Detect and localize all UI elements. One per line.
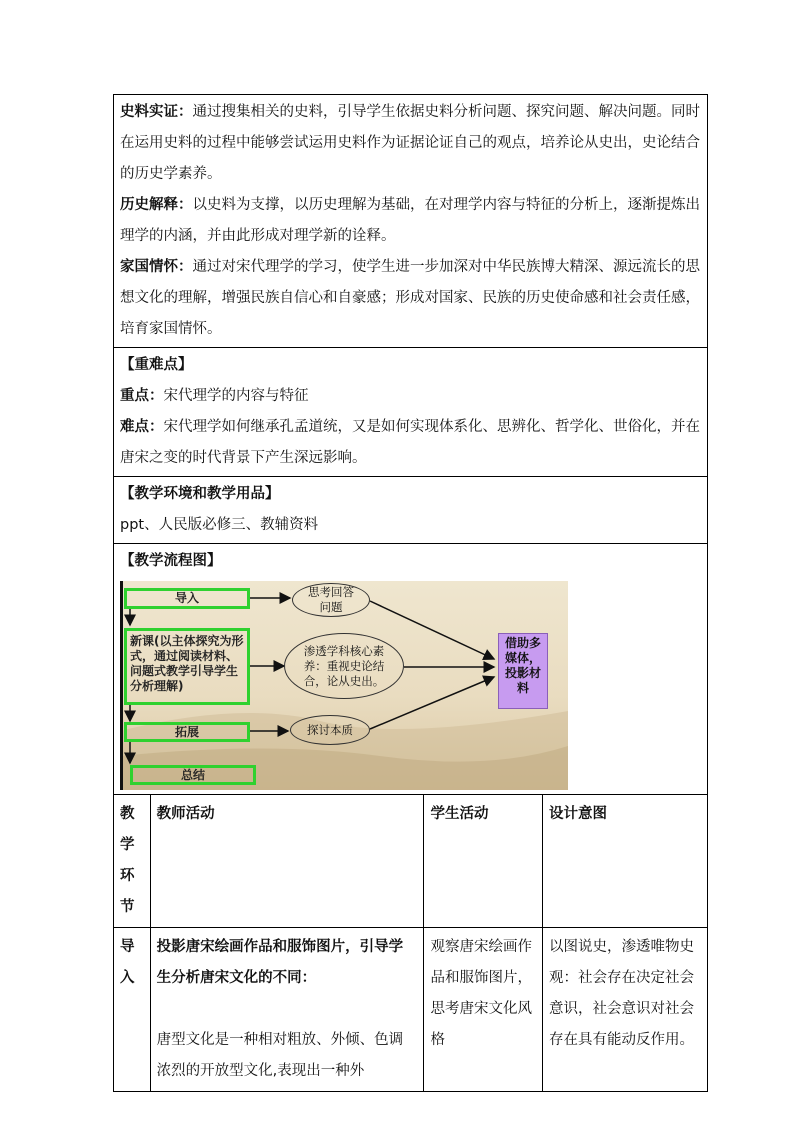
flow-box-tuozhan: 拓展 xyxy=(124,722,250,742)
literacy-lishi xyxy=(120,190,701,252)
header-stage: 教学环节 xyxy=(114,795,151,928)
literacy-shiliao-label: 史料实证： xyxy=(120,104,193,120)
difficult-point-text: 宋代理学如何继承孔孟道统，又是如何实现体系化、思辨化、哲学化、世俗化，并在唐宋之变的时代背景下产生深远影响。 xyxy=(120,419,700,466)
literacy-shiliao xyxy=(120,97,701,190)
flow-oval-tantao: 探讨本质 xyxy=(290,715,370,745)
flow-box-xinke: 新课(以主体探究为形式，通过阅读材料、问题式教学引导学生分析理解) xyxy=(124,628,250,705)
lesson-plan-table xyxy=(113,94,708,1092)
flowchart-title: 【教学流程图】 xyxy=(120,553,222,569)
flow-oval-sikao: 思考回答问题 xyxy=(292,583,370,617)
flowchart-section xyxy=(114,544,708,795)
flow-box-zongjie: 总结 xyxy=(130,765,256,785)
literacy-jiaguo-label: 家国情怀： xyxy=(120,259,193,275)
flowchart-image xyxy=(120,581,568,790)
literacy-lishi-label: 历史解释： xyxy=(120,197,193,213)
row-student: 观察唐宋绘画作品和服饰图片，思考唐宋文化风格 xyxy=(424,928,543,1092)
key-points-section xyxy=(114,348,708,477)
key-point-label: 重点： xyxy=(120,388,164,404)
table-header-row xyxy=(114,795,708,928)
header-teacher: 教师活动 xyxy=(150,795,424,928)
table-row xyxy=(114,928,708,1092)
flow-media-box: 借助多媒体，投影材料 xyxy=(498,633,548,709)
environment-title: 【教学环境和教学用品】 xyxy=(120,486,280,502)
row-teacher xyxy=(150,928,424,1092)
row-teacher-gap xyxy=(157,994,418,1025)
key-point-text: 宋代理学的内容与特征 xyxy=(163,388,309,404)
difficult-point xyxy=(120,412,701,474)
row-teacher-text: 唐型文化是一种相对粗放、外倾、色调浓烈的开放型文化,表现出一种外 xyxy=(156,1032,404,1079)
literacy-jiaguo-text: 通过对宋代理学的学习，使学生进一步加深对中华民族博大精深、源远流长的思想文化的理解，增强民族自信心和自豪感；形成对国家、民族的历史使命感和社会责任感，培育家国情怀。 xyxy=(120,259,700,337)
row-teacher-bold: 投影唐宋绘画作品和服饰图片，引导学生分析唐宋文化的不同： xyxy=(156,939,404,986)
row-intent: 以图说史，渗透唯物史观：社会存在决定社会意识，社会意识对社会存在具有能动反作用。 xyxy=(543,928,708,1092)
core-literacy-section xyxy=(114,95,708,348)
header-student: 学生活动 xyxy=(424,795,543,928)
environment-section xyxy=(114,477,708,544)
literacy-lishi-text: 以史料为支撑，以历史理解为基础，在对理学内容与特征的分析上，逐渐提炼出理学的内涵，并由此形成对理学新的诠释。 xyxy=(120,197,700,244)
row-stage: 导入 xyxy=(114,928,151,1092)
literacy-jiaguo xyxy=(120,252,701,345)
environment-text: ppt、人民版必修三、教辅资料 xyxy=(120,517,319,533)
key-point xyxy=(120,381,701,412)
header-intent: 设计意图 xyxy=(543,795,708,928)
flow-box-daoru: 导入 xyxy=(124,588,250,609)
document-page xyxy=(113,94,708,1092)
literacy-shiliao-text: 通过搜集相关的史料，引导学生依据史料分析问题、探究问题、解决问题。同时在运用史料的过程中能够尝试运用史料作为证据论证自己的观点，培养论从史出，史论结合的历史学素养。 xyxy=(120,104,700,182)
flow-oval-shentou: 渗透学科核心素养：重视史论结合，论从史出。 xyxy=(284,633,404,699)
difficult-point-label: 难点： xyxy=(120,419,164,435)
key-points-title: 【重难点】 xyxy=(120,357,193,373)
